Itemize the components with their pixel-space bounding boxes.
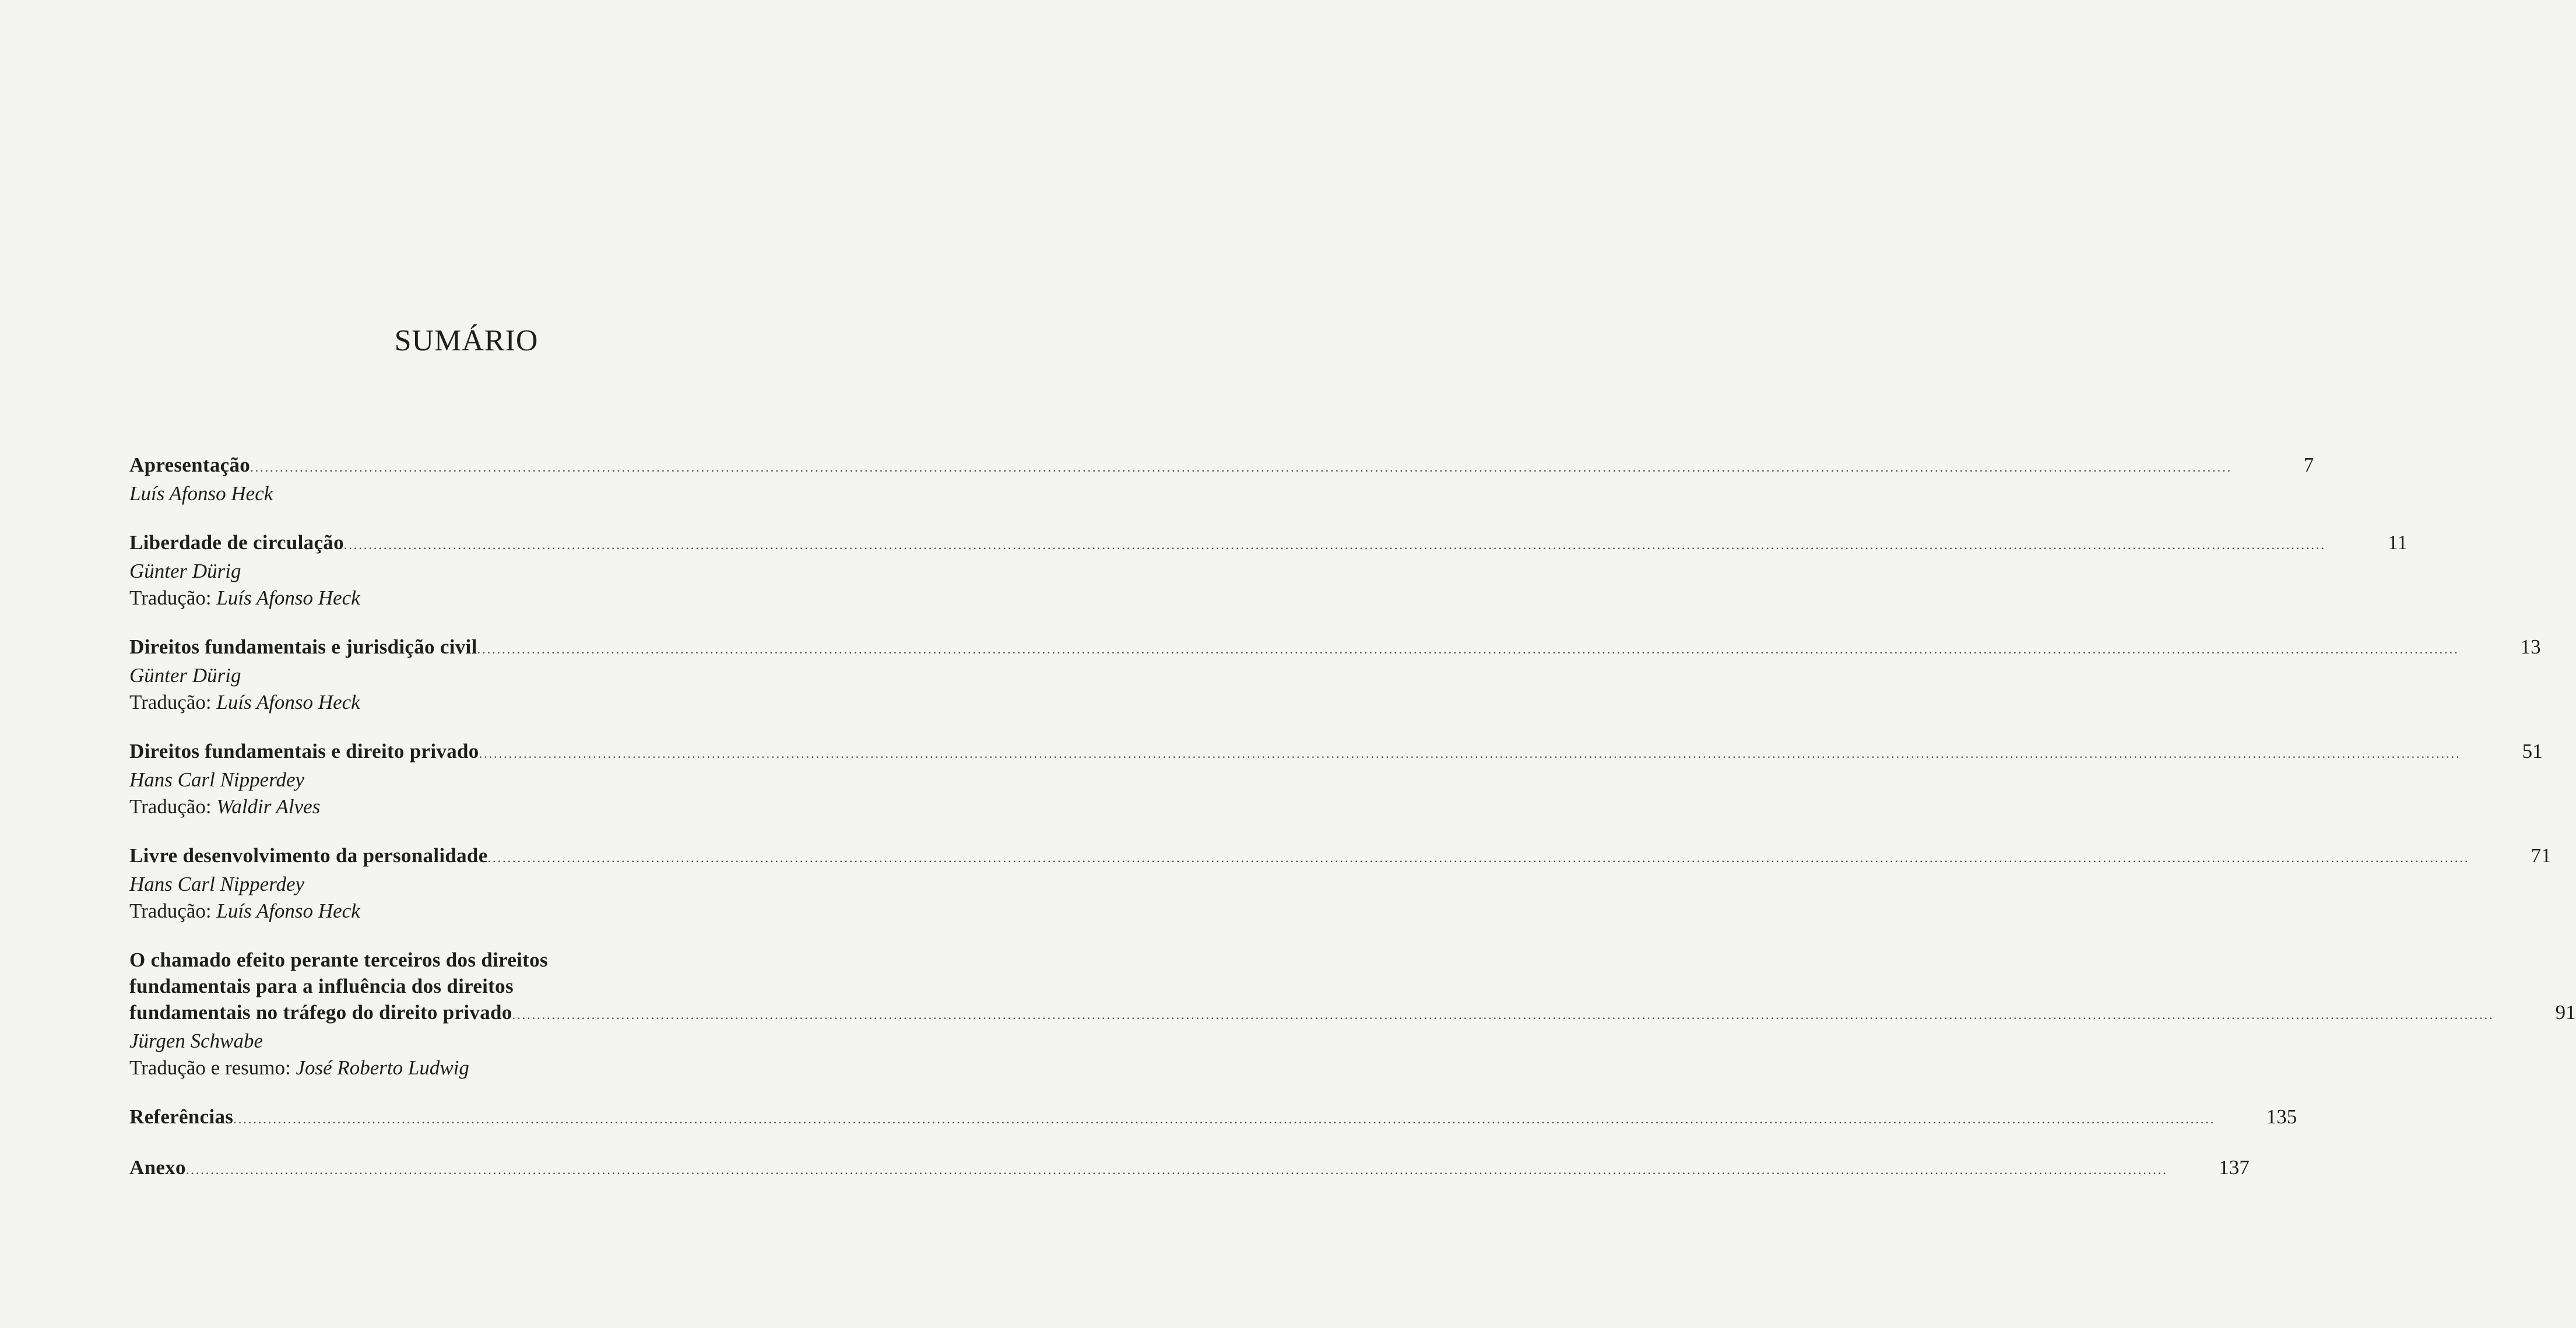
toc-page-number: 135: [2266, 1105, 2297, 1128]
dot-leader: ................................................................................................................................................................................................................................................................................................................................................................................................................: [233, 1112, 2216, 1126]
table-of-contents: [129, 452, 2576, 1183]
toc-author: Günter Dürig: [129, 560, 241, 582]
toc-entry: [129, 452, 2314, 507]
dot-leader: ................................................................................................................................................................................................................................................................................................................................................................................................................: [479, 746, 2461, 761]
dot-leader: ................................................................................................................................................................................................................................................................................................................................................................................................................: [250, 460, 2233, 475]
dot-leader: ................................................................................................................................................................................................................................................................................................................................................................................................................: [185, 1162, 2168, 1177]
toc-translation-line: [129, 585, 864, 612]
page-title: SUMÁRIO: [394, 324, 539, 357]
toc-entry: [129, 529, 2408, 612]
toc-entry-title: Direitos fundamentais e direito privado: [129, 740, 479, 763]
toc-page-number: 71: [2531, 844, 2552, 867]
dot-leader: ................................................................................................................................................................................................................................................................................................................................................................................................................: [512, 1007, 2494, 1022]
translator-name: Luís Afonso Heck: [216, 900, 360, 922]
dot-leader: ................................................................................................................................................................................................................................................................................................................................................................................................................: [477, 642, 2459, 656]
toc-page-number: 137: [2219, 1156, 2250, 1179]
toc-entry: [129, 1104, 2297, 1132]
toc-entry-title: Referências: [129, 1105, 234, 1128]
toc-author: Luís Afonso Heck: [129, 482, 273, 505]
toc-entry: [129, 1154, 2250, 1183]
translation-label: Tradução e resumo:: [129, 1056, 291, 1079]
toc-entry-title: Liberdade de circulação: [129, 531, 344, 554]
toc-author: Günter Dürig: [129, 664, 241, 687]
toc-entry-title: fundamentais no tráfego do direito privado: [129, 1001, 512, 1024]
toc-translation-line: [129, 1055, 864, 1081]
toc-page-number: 91: [2555, 1001, 2576, 1024]
toc-entry-title: Anexo: [129, 1156, 186, 1179]
dot-leader: ................................................................................................................................................................................................................................................................................................................................................................................................................: [343, 537, 2326, 552]
toc-entry: [129, 738, 2543, 820]
toc-page-number: 11: [2388, 531, 2408, 554]
toc-translation-line: [129, 793, 864, 820]
toc-entry-title: O chamado efeito perante terceiros dos direitos: [129, 948, 548, 971]
toc-page-number: 13: [2520, 635, 2541, 658]
toc-entry: [129, 634, 2541, 716]
toc-author: Jürgen Schwabe: [129, 1030, 263, 1052]
translation-label: Tradução:: [129, 900, 212, 922]
translation-label: Tradução:: [129, 586, 212, 609]
toc-entry-title: fundamentais para a influência dos direitos: [129, 975, 514, 997]
toc-entry: [129, 947, 2576, 1081]
translator-name: Luís Afonso Heck: [216, 691, 360, 714]
toc-author: Hans Carl Nipperdey: [129, 873, 305, 895]
translator-name: Waldir Alves: [216, 795, 321, 818]
toc-translation-line: [129, 689, 864, 716]
dot-leader: ................................................................................................................................................................................................................................................................................................................................................................................................................: [487, 851, 2470, 865]
toc-entry-title: Livre desenvolvimento da personalidade: [129, 844, 488, 867]
toc-page-number: 7: [2303, 454, 2314, 476]
translator-name: Luís Afonso Heck: [216, 586, 360, 609]
toc-entry-title: Apresentação: [129, 454, 251, 476]
toc-page-number: 51: [2522, 740, 2543, 763]
translation-label: Tradução:: [129, 795, 212, 818]
toc-translation-line: [129, 898, 864, 925]
translator-name: José Roberto Ludwig: [296, 1056, 469, 1079]
toc-entry: [129, 842, 2552, 925]
translation-label: Tradução:: [129, 691, 212, 714]
toc-author: Hans Carl Nipperdey: [129, 768, 305, 791]
toc-entry-title: Direitos fundamentais e jurisdição civil: [129, 635, 477, 658]
